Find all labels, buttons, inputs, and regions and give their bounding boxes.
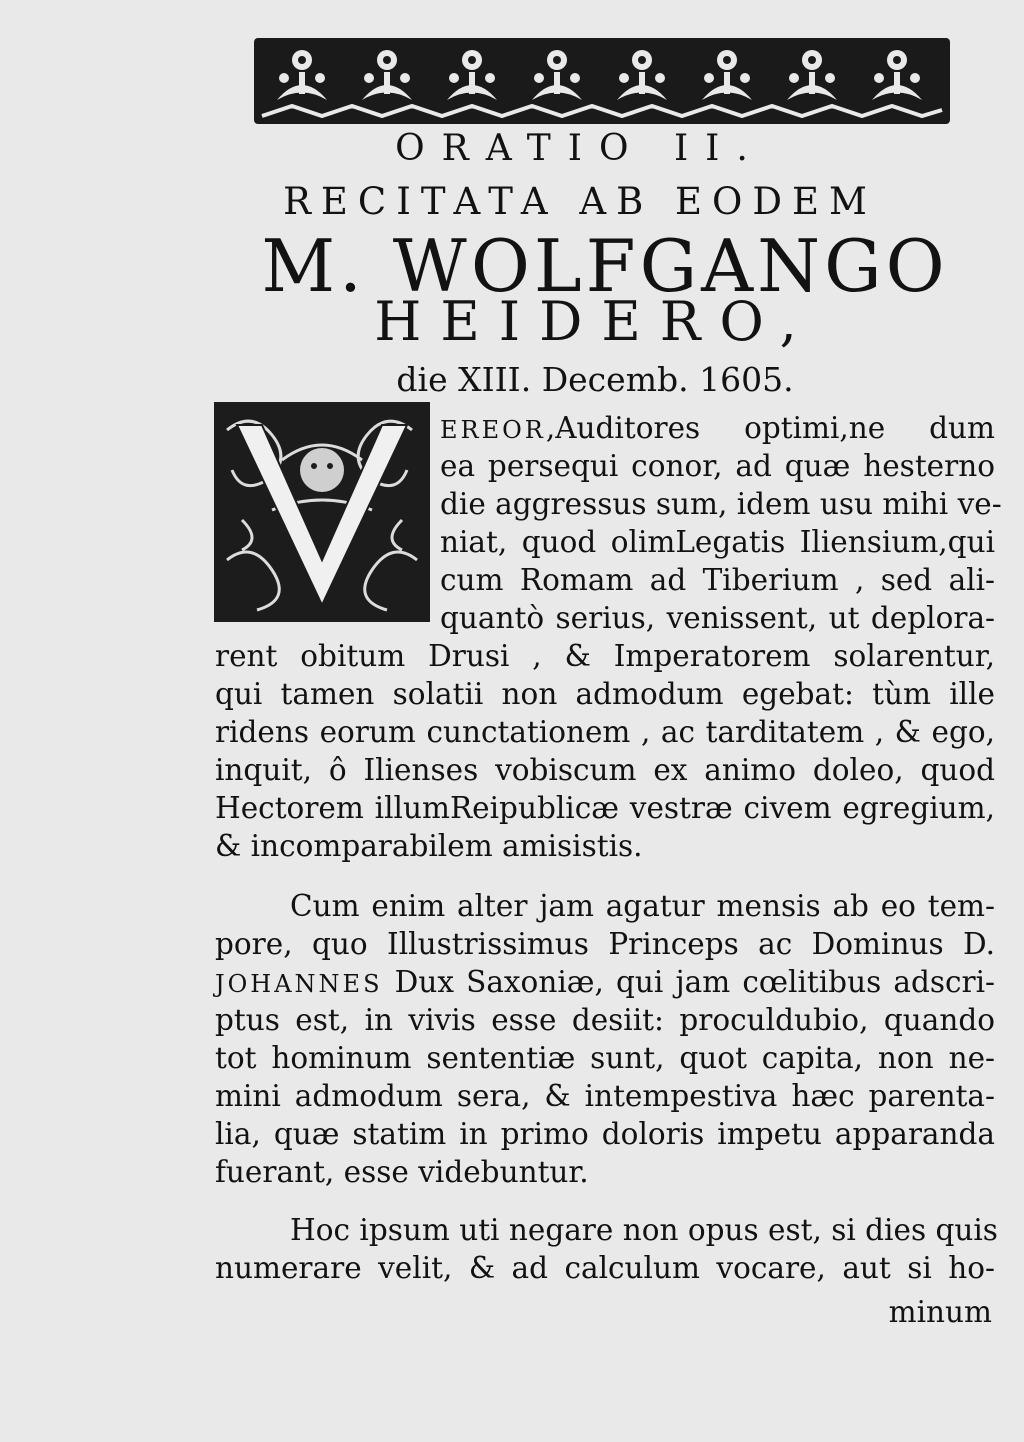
- text-line: Hoc ipsum uti negare non opus est, si dies quis: [290, 1213, 998, 1247]
- text-line: JOHANNES Dux Saxoniæ, qui jam cœlitibus adscri-: [215, 965, 995, 999]
- text-line: die aggressus sum, idem usu mihi ve-: [440, 487, 1002, 521]
- decorated-initial: [212, 400, 432, 624]
- oration-number: ORATIO II.: [395, 128, 765, 169]
- orator-name: M. WOLFGANGO: [261, 224, 949, 308]
- text-line: tot hominum sententiæ sunt, quot capita, non ne-: [215, 1041, 995, 1075]
- text-line: quantò serius, venissent, ut deplora-: [440, 601, 995, 635]
- text-line: ptus est, in vivis esse desiit: proculdubio, quando: [215, 1003, 995, 1037]
- text-line: ea persequi conor, ad quæ hesterno: [440, 449, 995, 483]
- text-line: niat, quod olimLegatis Iliensium,qui: [440, 525, 995, 559]
- text-line: & incomparabilem amisistis.: [215, 829, 643, 863]
- text-line: fuerant, esse videbuntur.: [215, 1155, 589, 1189]
- text-line: rent obitum Drusi , & Imperatorem solarentur,: [215, 639, 995, 673]
- text-line: Cum enim alter jam agatur mensis ab eo tem-: [290, 889, 995, 923]
- text-line: ridens eorum cunctationem , ac tarditatem , & ego,: [215, 715, 995, 749]
- text-line: inquit, ô Ilienses vobiscum ex animo doleo, quod: [215, 753, 995, 787]
- recitation-line: RECITATA AB EODEM: [283, 180, 877, 223]
- headpiece-ornament: [252, 30, 952, 130]
- text-line: qui tamen solatii non admodum egebat: tùm ille: [215, 677, 995, 711]
- text-line: Hectorem illumReipublicæ vestræ civem egregium,: [215, 791, 995, 825]
- text-line: mini admodum sera, & intempestiva hæc parenta-: [215, 1079, 995, 1113]
- text-line: EREOR,Auditores optimi,ne dum: [440, 411, 995, 445]
- text-line: numerare velit, & ad calculum vocare, aut si ho-: [215, 1251, 995, 1285]
- text-line: lia, quæ statim in primo doloris impetu apparanda: [215, 1117, 995, 1151]
- orator-surname: HEIDERO,: [374, 290, 816, 353]
- oration-date: die XIII. Decemb. 1605.: [396, 360, 794, 399]
- text-line: pore, quo Illustrissimus Princeps ac Dominus D.: [215, 927, 995, 961]
- text-line: cum Romam ad Tiberium , sed ali-: [440, 563, 995, 597]
- catchword: minum: [888, 1295, 992, 1329]
